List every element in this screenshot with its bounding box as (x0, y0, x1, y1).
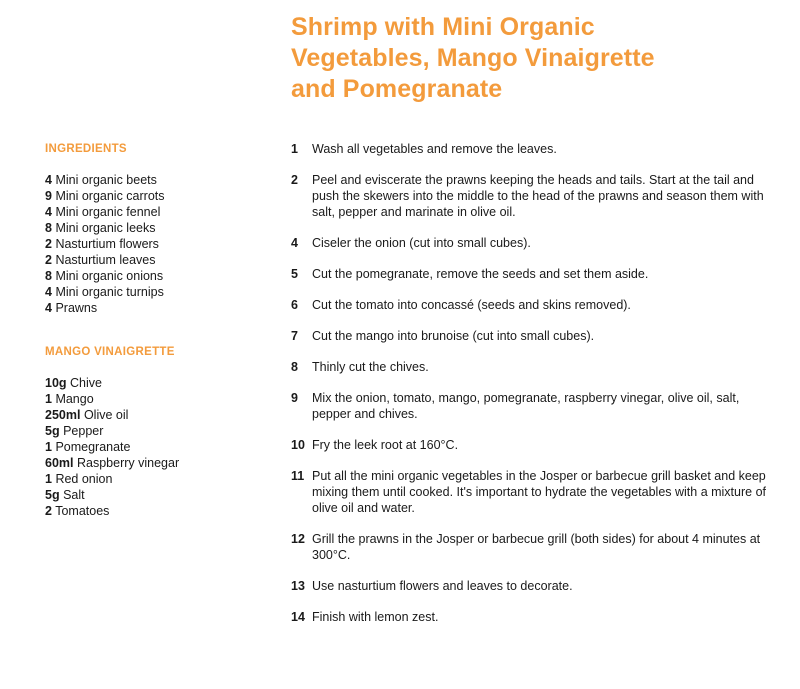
ingredient-qty: 4 (45, 173, 52, 187)
ingredient-name: Mini organic turnips (55, 285, 164, 299)
ingredient-name: Olive oil (83, 408, 129, 422)
list-item (45, 503, 275, 519)
step-number: 11 (291, 469, 305, 483)
step-number: 6 (291, 298, 298, 312)
step-number: 14 (291, 610, 305, 624)
step-item (291, 578, 771, 594)
list-item (45, 204, 275, 220)
ingredient-name: Nasturtium leaves (55, 253, 156, 267)
step-item (291, 328, 771, 344)
step-text: Put all the mini organic vegetables in the Josper or barbecue grill basket and keep mixing them until cooked. It's important to hydrate the vegetables with a mixture of olive oil and water. (312, 469, 766, 515)
step-text: Cut the pomegranate, remove the seeds and set them aside. (312, 267, 649, 281)
step-number: 8 (291, 360, 298, 374)
step-number: 12 (291, 532, 305, 546)
ingredient-name: Mini organic leeks (55, 221, 156, 235)
ingredient-name: Pepper (63, 424, 104, 438)
step-text: Use nasturtium flowers and leaves to decorate. (312, 579, 573, 593)
ingredients-list (45, 172, 275, 316)
step-item (291, 531, 771, 563)
step-number: 7 (291, 329, 298, 343)
ingredient-name: Tomatoes (55, 504, 110, 518)
list-item (45, 455, 275, 471)
ingredient-qty: 250ml (45, 408, 81, 422)
list-item (45, 284, 275, 300)
vinaigrette-list (45, 375, 275, 519)
ingredient-qty: 4 (45, 301, 52, 315)
ingredient-name: Raspberry vinegar (76, 456, 180, 470)
step-number: 9 (291, 391, 298, 405)
list-item (45, 172, 275, 188)
list-item (45, 252, 275, 268)
step-text: Grill the prawns in the Josper or barbecue grill (both sides) for about 4 minutes at 300°C. (312, 532, 761, 562)
step-item (291, 437, 771, 453)
step-number: 1 (291, 142, 298, 156)
list-item (45, 236, 275, 252)
ingredient-qty: 2 (45, 504, 52, 518)
ingredients-column (45, 141, 275, 519)
list-item (45, 439, 275, 455)
ingredient-qty: 5g (45, 488, 60, 502)
ingredient-qty: 2 (45, 237, 52, 251)
ingredient-name: Pomegranate (55, 440, 131, 454)
ingredient-qty: 2 (45, 253, 52, 267)
list-item (45, 423, 275, 439)
step-text: Cut the mango into brunoise (cut into small cubes). (312, 329, 595, 343)
title-line: Shrimp with Mini Organic (291, 13, 595, 41)
step-item (291, 266, 771, 282)
list-item (45, 300, 275, 316)
title-line: and Pomegranate (291, 75, 503, 103)
section-spacer (45, 316, 275, 344)
list-item (45, 220, 275, 236)
step-item (291, 359, 771, 375)
step-number: 10 (291, 438, 305, 452)
list-item (45, 268, 275, 284)
ingredient-qty: 9 (45, 189, 52, 203)
step-item (291, 468, 771, 516)
step-text: Peel and eviscerate the prawns keeping the heads and tails. Start at the tail and push the skewers into the middle to the head of the prawns and season them with salt, pepper and marinate in olive oil. (312, 173, 764, 219)
ingredient-qty: 1 (45, 392, 52, 406)
step-text: Wash all vegetables and remove the leaves. (312, 142, 557, 156)
step-number: 2 (291, 173, 298, 187)
ingredient-qty: 4 (45, 205, 52, 219)
recipe-title (291, 12, 771, 105)
ingredient-name: Mango (55, 392, 94, 406)
ingredient-name: Prawns (55, 301, 98, 315)
ingredient-name: Mini organic fennel (55, 205, 161, 219)
step-text: Mix the onion, tomato, mango, pomegranate, raspberry vinegar, olive oil, salt, pepper and chives. (312, 391, 740, 421)
step-text: Finish with lemon zest. (312, 610, 439, 624)
ingredient-qty: 1 (45, 472, 52, 486)
ingredient-qty: 10g (45, 376, 67, 390)
ingredient-qty: 8 (45, 221, 52, 235)
step-item (291, 609, 771, 625)
step-item (291, 297, 771, 313)
ingredient-name: Mini organic beets (55, 173, 157, 187)
ingredient-name: Mini organic carrots (55, 189, 165, 203)
step-text: Ciseler the onion (cut into small cubes). (312, 236, 531, 250)
list-item (45, 391, 275, 407)
step-number: 13 (291, 579, 305, 593)
ingredient-qty: 5g (45, 424, 60, 438)
ingredient-name: Salt (63, 488, 85, 502)
step-item (291, 172, 771, 220)
step-item (291, 235, 771, 251)
step-number: 5 (291, 267, 298, 281)
vinaigrette-heading: MANGO VINAIGRETTE (45, 346, 175, 358)
step-item (291, 390, 771, 422)
step-number: 4 (291, 236, 298, 250)
ingredient-name: Chive (70, 376, 102, 390)
step-item (291, 141, 771, 157)
step-text: Fry the leek root at 160°C. (312, 438, 459, 452)
ingredient-qty: 60ml (45, 456, 74, 470)
step-text: Thinly cut the chives. (312, 360, 429, 374)
ingredient-qty: 1 (45, 440, 52, 454)
ingredient-qty: 8 (45, 269, 52, 283)
ingredient-name: Red onion (55, 472, 113, 486)
method-steps (291, 141, 771, 640)
list-item (45, 375, 275, 391)
step-text: Cut the tomato into concassé (seeds and skins removed). (312, 298, 631, 312)
ingredient-name: Nasturtium flowers (55, 237, 159, 251)
title-line: Vegetables, Mango Vinaigrette (291, 44, 655, 72)
list-item (45, 471, 275, 487)
ingredient-name: Mini organic onions (55, 269, 164, 283)
list-item (45, 407, 275, 423)
list-item (45, 487, 275, 503)
ingredients-heading: INGREDIENTS (45, 143, 127, 155)
ingredient-qty: 4 (45, 285, 52, 299)
list-item (45, 188, 275, 204)
